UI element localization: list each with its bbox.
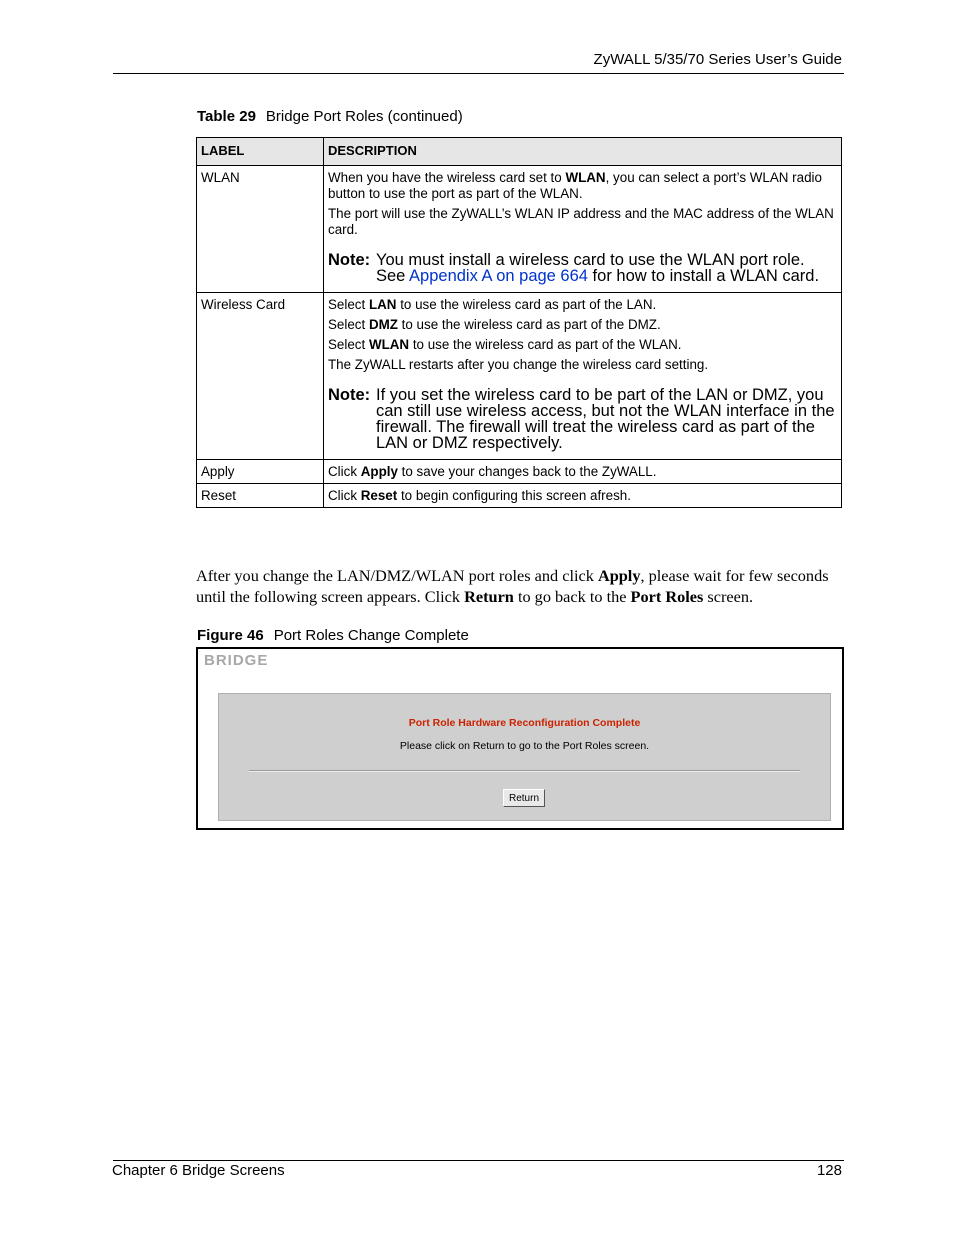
table-header-row — [197, 138, 842, 166]
table-row — [197, 166, 842, 293]
figure-screenshot — [196, 647, 844, 830]
bridge-port-roles-table — [196, 137, 842, 508]
row-description-apply: Click Apply to save your changes back to the ZyWALL. — [324, 460, 842, 484]
chapter-title: Chapter 6 Bridge Screens — [112, 1162, 285, 1179]
status-panel — [218, 693, 831, 821]
table-caption — [197, 108, 463, 125]
table-row — [197, 460, 842, 484]
description-column-header: DESCRIPTION — [324, 138, 842, 166]
note-wireless-card: Note: If you set the wireless card to be part of the LAN or DMZ, you can still use wireless access, but not the WLAN interface in the firewall. The firewall will treat the wireless card as part of the LAN or DMZ respectively. — [328, 386, 835, 452]
footer-rule — [113, 1160, 844, 1161]
instruction-text: Please click on Return to go to the Port Roles screen. — [399, 740, 650, 752]
table-row — [197, 293, 842, 460]
description-line: Select WLAN to use the wireless card as part of the WLAN. — [328, 337, 682, 352]
description-paragraph: The port will use the ZyWALL’s WLAN IP address and the MAC address of the WLAN card. — [328, 206, 834, 237]
figure-title: Port Roles Change Complete — [273, 627, 469, 644]
description-line: Select LAN to use the wireless card as part of the LAN. — [328, 297, 657, 312]
table-title: Bridge Port Roles (continued) — [265, 108, 463, 125]
reconfiguration-complete-message: Port Role Hardware Reconfiguration Complete — [408, 717, 641, 729]
row-label-apply: Apply — [197, 460, 324, 484]
table-number: Table 29 — [197, 108, 256, 125]
page-number: 128 — [816, 1162, 842, 1179]
row-label-wlan: WLAN — [197, 166, 324, 293]
screen-title: BRIDGE — [204, 652, 269, 669]
description-line: The ZyWALL restarts after you change the wireless card setting. — [328, 357, 709, 372]
row-description-reset: Click Reset to begin configuring this screen afresh. — [324, 484, 842, 508]
body-paragraph: After you change the LAN/DMZ/WLAN port roles and click Apply, please wait for few seconds until the following screen appears. Click Return to go back to the Port Roles screen. — [196, 566, 829, 606]
label-column-header: LABEL — [197, 138, 324, 166]
header-rule — [113, 73, 844, 74]
description-line: Select DMZ to use the wireless card as part of the DMZ. — [328, 317, 661, 332]
table-row — [197, 484, 842, 508]
note-wlan: Note: You must install a wireless card to use the WLAN port role. See Appendix A on page 664 for how to install a WLAN card. — [328, 251, 820, 285]
row-label-reset: Reset — [197, 484, 324, 508]
return-button[interactable]: Return — [503, 789, 545, 807]
appendix-link[interactable]: Appendix A on page 664 — [409, 267, 588, 285]
row-label-wireless-card: Wireless Card — [197, 293, 324, 460]
description-paragraph: When you have the wireless card set to WLAN, you can select a port’s WLAN radio button to use the port as part of the WLAN. — [328, 170, 822, 201]
note-label: Note: — [328, 386, 371, 404]
figure-caption — [197, 627, 469, 644]
row-description-wireless-card — [324, 293, 842, 460]
running-header: ZyWALL 5/35/70 Series User’s Guide — [593, 51, 842, 68]
divider — [249, 770, 800, 772]
figure-number: Figure 46 — [197, 627, 264, 644]
row-description-wlan — [324, 166, 842, 293]
note-label: Note: — [328, 251, 371, 269]
